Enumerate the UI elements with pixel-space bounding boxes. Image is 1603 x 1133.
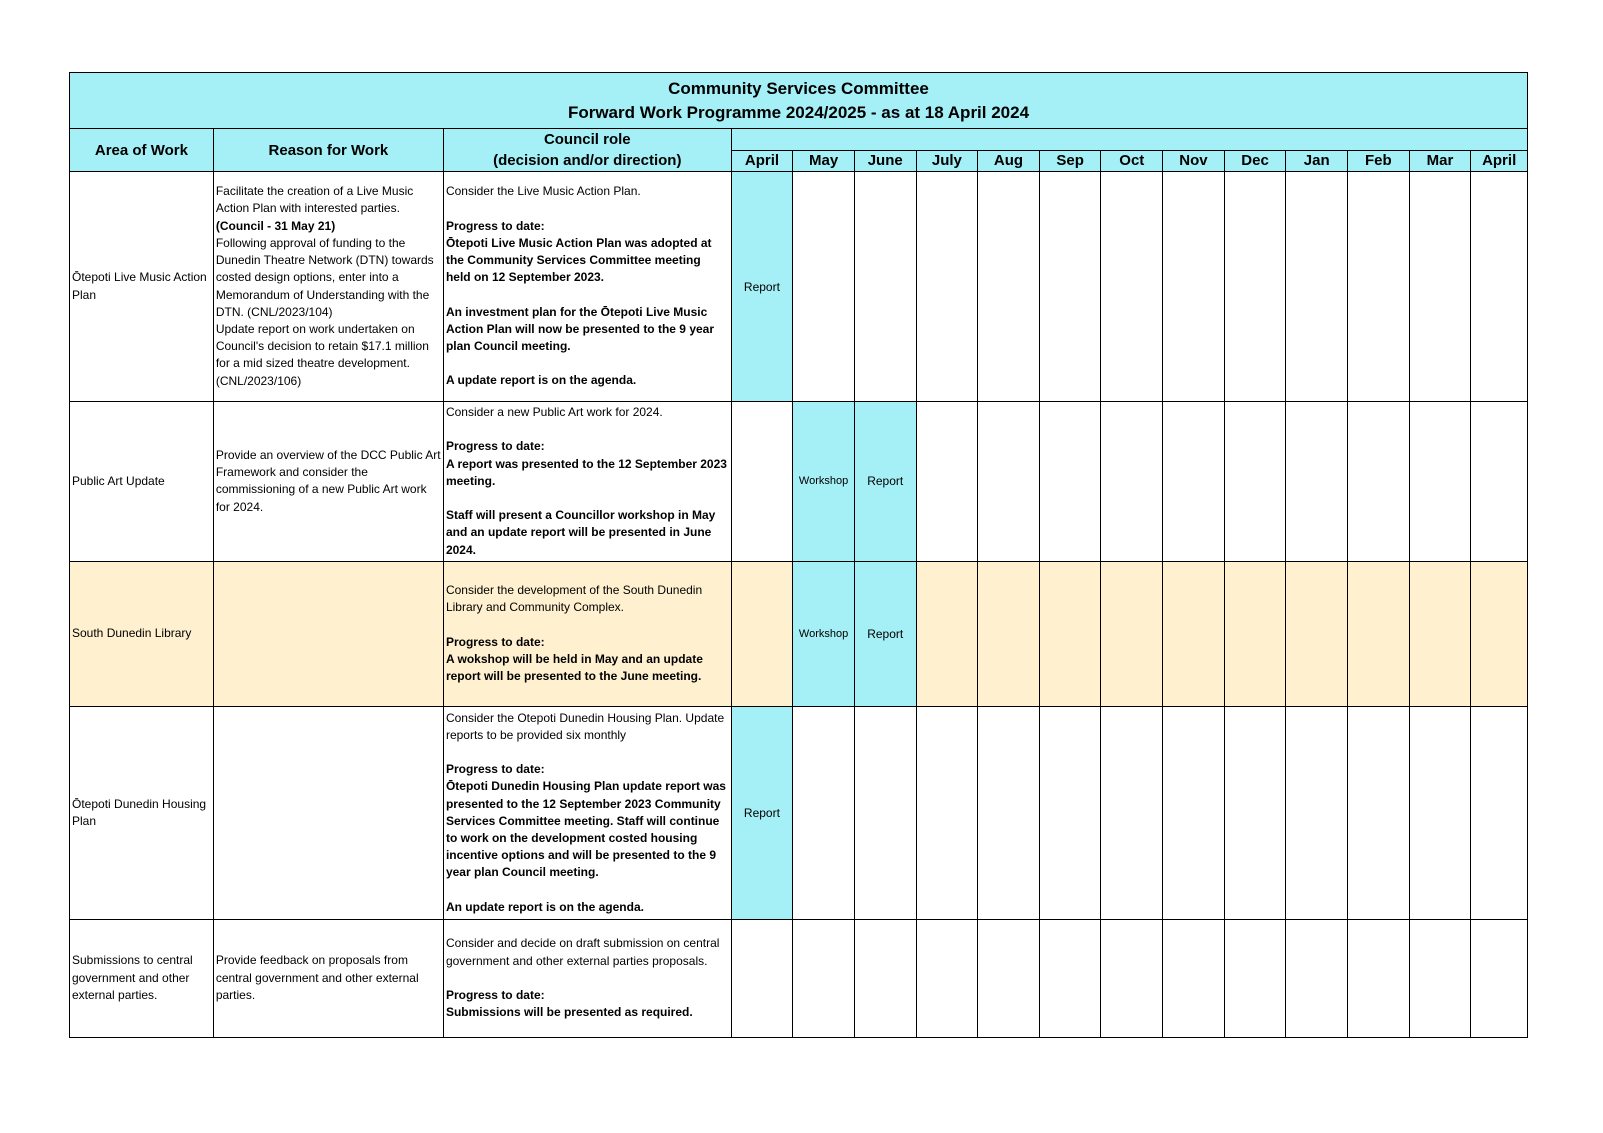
month-cell: [1224, 706, 1286, 919]
month-header: June: [854, 150, 916, 172]
reason-cell: [213, 172, 443, 402]
month-cell: [1039, 402, 1101, 562]
title-line-2: Forward Work Programme 2024/2025 - as at 18 April 2024: [567, 102, 1030, 122]
month-cell: [1409, 706, 1471, 919]
month-cell: [793, 919, 855, 1037]
month-cell: [916, 172, 978, 402]
month-cell: [731, 402, 793, 562]
month-header: Oct: [1101, 150, 1163, 172]
month-cell: [1348, 402, 1410, 562]
month-cell: [1163, 172, 1225, 402]
table-row: [70, 402, 1528, 562]
progress-text: Submissions will be presented as required.: [445, 1005, 693, 1020]
reason-cell: Provide feedback on proposals from central government and other external parties.: [213, 919, 443, 1037]
month-cell: [916, 561, 978, 706]
reason-cell: [213, 561, 443, 706]
header-row: [70, 129, 1528, 151]
progress-text: Ōtepoti Live Music Action Plan was adopted at the Community Services Committee meeting held on 12 September 2023.: [445, 235, 712, 285]
month-cell: [916, 919, 978, 1037]
month-header: Mar: [1409, 150, 1471, 172]
month-cell: [1224, 561, 1286, 706]
month-header: Sep: [1039, 150, 1101, 172]
area-cell: South Dunedin Library: [70, 561, 214, 706]
role-intro: Consider a new Public Art work for 2024.: [445, 405, 663, 419]
table-row: [70, 561, 1528, 706]
month-cell: [854, 706, 916, 919]
month-cell: [916, 706, 978, 919]
month-cell: [978, 402, 1040, 562]
month-cell: [1348, 172, 1410, 402]
council-role-cell: [443, 919, 731, 1037]
month-cell: [1471, 172, 1528, 402]
progress-text: A report was presented to the 12 September 2023 meeting.: [445, 456, 727, 488]
month-cell: [1286, 402, 1348, 562]
month-cell: [854, 919, 916, 1037]
reason-text: Facilitate the creation of a Live Music Action Plan with interested parties.: [215, 184, 414, 216]
month-cell: [1163, 706, 1225, 919]
month-cell: [1163, 402, 1225, 562]
progress-text: A wokshop will be held in May and an update report will be presented to the June meeting.: [445, 651, 703, 684]
header-council-role-line1: Council role: [543, 131, 631, 148]
month-cell: [978, 172, 1040, 402]
month-cell-report: Report: [854, 402, 916, 562]
council-role-cell: [443, 172, 731, 402]
header-council-role-line2: (decision and/or direction): [493, 152, 682, 169]
month-cell: [1039, 706, 1101, 919]
month-cell: [1101, 561, 1163, 706]
progress-text: An update report is on the agenda.: [445, 899, 644, 914]
table-row: [70, 172, 1528, 402]
month-cell: [1163, 561, 1225, 706]
area-cell: Ōtepoti Live Music Action Plan: [70, 172, 214, 402]
month-header: Feb: [1348, 150, 1410, 172]
month-cell: [1471, 706, 1528, 919]
month-cell-report: Report: [731, 172, 793, 402]
month-cell: [1409, 919, 1471, 1037]
month-header: Jan: [1286, 150, 1348, 172]
title-row: [70, 73, 1528, 129]
reason-text: Update report on work undertaken on Council's decision to retain $17.1 million for a mid sized theatre development. (CNL/2023/106): [215, 321, 429, 388]
role-intro: Consider and decide on draft submission on central government and other external parties proposals.: [445, 936, 720, 968]
page-title: [70, 73, 1528, 129]
month-cell: [978, 706, 1040, 919]
progress-text: A update report is on the agenda.: [445, 373, 637, 388]
month-cell: [731, 919, 793, 1037]
area-cell: Ōtepoti Dunedin Housing Plan: [70, 706, 214, 919]
month-header: July: [916, 150, 978, 172]
month-cell: [978, 919, 1040, 1037]
month-cell-report: Report: [854, 561, 916, 706]
month-cell: [1471, 402, 1528, 562]
month-header: April: [731, 150, 793, 172]
month-cell: [854, 172, 916, 402]
month-cell: [1224, 402, 1286, 562]
progress-label: Progress to date:: [445, 762, 545, 777]
reason-text: Following approval of funding to the Dunedin Theatre Network (DTN) towards costed design options, enter into a Memorandum of Understanding with the DTN. (CNL/2023/104): [215, 235, 434, 319]
role-intro: Consider the Live Music Action Plan.: [445, 184, 641, 199]
month-cell-workshop: Workshop: [793, 402, 855, 562]
month-cell: [1286, 561, 1348, 706]
progress-text: Staff will present a Councillor workshop in May and an update report will be presented in June 2024.: [445, 508, 716, 557]
month-cell: [1286, 172, 1348, 402]
month-cell: [916, 402, 978, 562]
role-intro: Consider the Otepoti Dunedin Housing Plan. Update reports to be provided six monthly: [445, 710, 725, 742]
progress-label: Progress to date:: [445, 218, 545, 233]
month-cell: [1224, 172, 1286, 402]
month-cell: [1224, 919, 1286, 1037]
forward-work-programme: [69, 72, 1528, 1038]
work-programme-table: [69, 72, 1528, 1038]
month-cell: [793, 706, 855, 919]
month-cell: [731, 561, 793, 706]
month-cell: [1348, 706, 1410, 919]
month-cell: [1101, 172, 1163, 402]
month-header: May: [793, 150, 855, 172]
month-cell: [1286, 919, 1348, 1037]
month-cell: [1101, 402, 1163, 562]
month-cell: [793, 172, 855, 402]
progress-text: Ōtepoti Dunedin Housing Plan update report was presented to the 12 September 2023 Community Services Committee meeting. Staff will continue to work on the development costed housing incentive options and will be presented to the 9 year plan Council meeting.: [445, 779, 726, 880]
month-header: Aug: [978, 150, 1040, 172]
progress-label: Progress to date:: [445, 634, 545, 649]
month-header: Dec: [1224, 150, 1286, 172]
month-header: Nov: [1163, 150, 1225, 172]
council-role-cell: [443, 402, 731, 562]
month-cell: [1409, 561, 1471, 706]
month-cell-report: Report: [731, 706, 793, 919]
month-cell: [1163, 919, 1225, 1037]
role-intro: Consider the development of the South Dunedin Library and Community Complex.: [445, 583, 703, 615]
month-cell: [1409, 402, 1471, 562]
month-cell: [978, 561, 1040, 706]
progress-text: An investment plan for the Ōtepoti Live Music Action Plan will now be presented to the 9 year plan Council meeting.: [445, 304, 715, 354]
month-cell: [1286, 706, 1348, 919]
header-reason-for-work: Reason for Work: [213, 129, 443, 172]
reason-cell: Provide an overview of the DCC Public Art Framework and consider the commissioning of a new Public Art work for 2024.: [213, 402, 443, 562]
month-cell: [1039, 919, 1101, 1037]
month-header-band: [731, 129, 1527, 151]
month-cell: [1039, 561, 1101, 706]
area-cell: Submissions to central government and other external parties.: [70, 919, 214, 1037]
title-line-1: Community Services Committee: [668, 78, 929, 98]
reason-cell: [213, 706, 443, 919]
month-cell: [1409, 172, 1471, 402]
month-cell: [1348, 919, 1410, 1037]
table-row: [70, 919, 1528, 1037]
month-header: April: [1471, 150, 1528, 172]
month-cell: [1471, 561, 1528, 706]
header-council-role: [443, 129, 731, 172]
month-cell: [1471, 919, 1528, 1037]
progress-label: Progress to date:: [445, 987, 545, 1002]
month-cell: [1101, 706, 1163, 919]
month-cell: [1039, 172, 1101, 402]
month-cell: [1348, 561, 1410, 706]
council-role-cell: [443, 706, 731, 919]
header-area-of-work: Area of Work: [70, 129, 214, 172]
table-row: [70, 706, 1528, 919]
progress-label: Progress to date:: [445, 439, 545, 454]
month-cell: [1101, 919, 1163, 1037]
council-role-cell: [443, 561, 731, 706]
area-cell: Public Art Update: [70, 402, 214, 562]
month-cell-workshop: Workshop: [793, 561, 855, 706]
reason-reference: (Council - 31 May 21): [215, 218, 336, 233]
